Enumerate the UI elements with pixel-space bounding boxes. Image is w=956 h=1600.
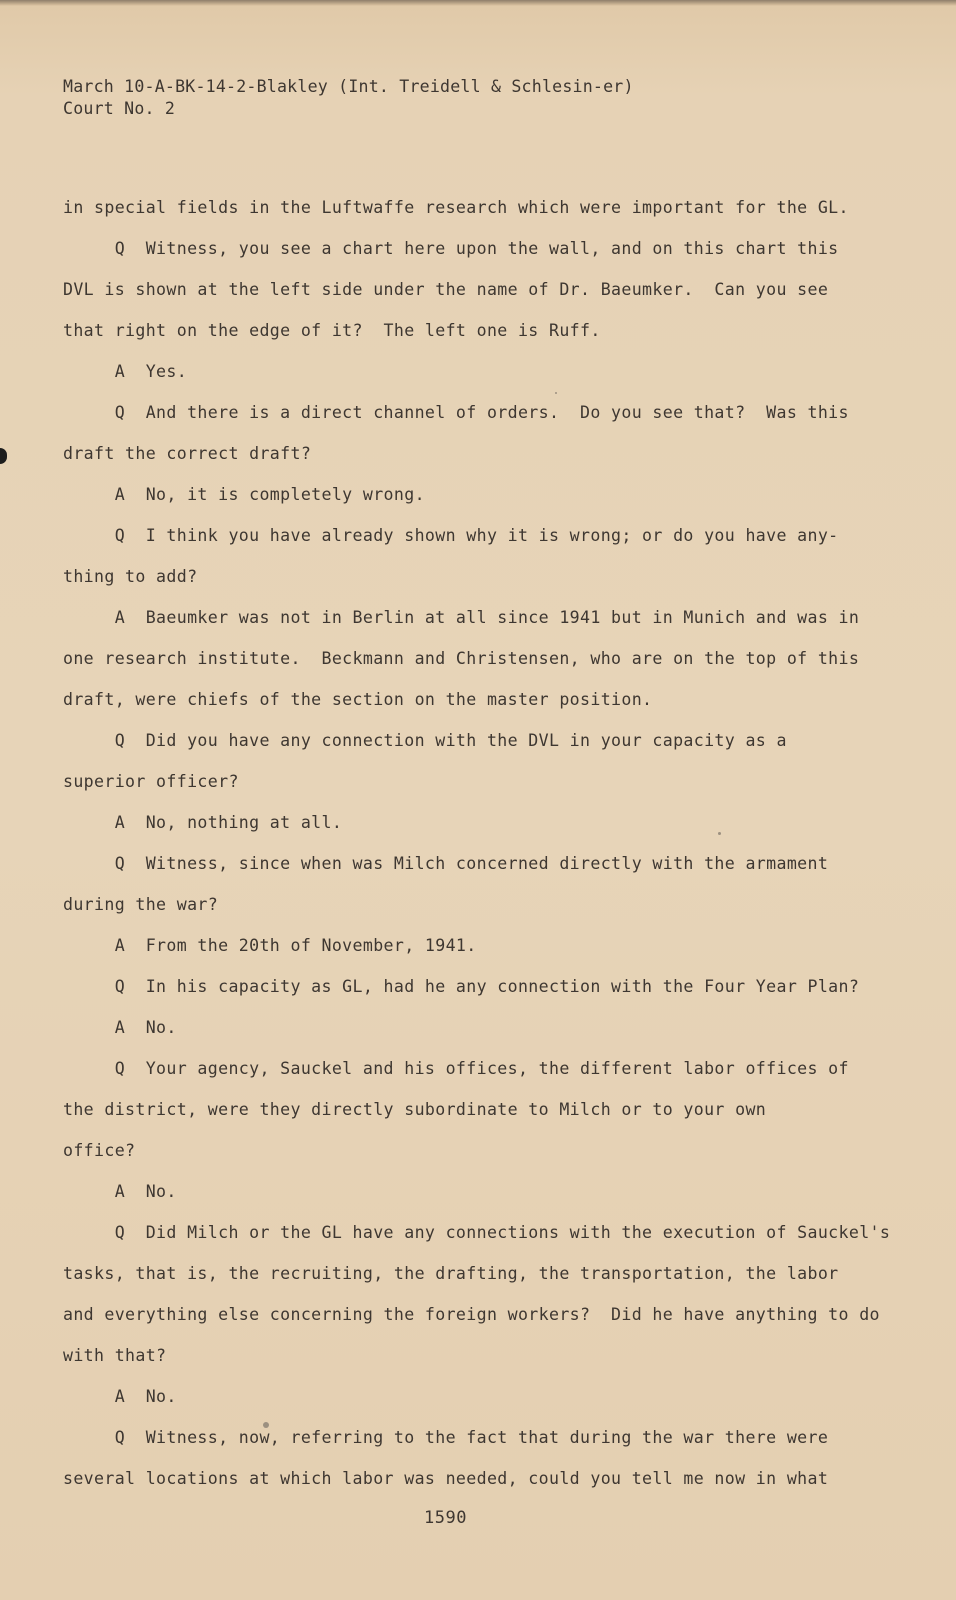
header-line-1: March 10-A-BK-14-2-Blakley (Int. Treidell & Schlesin-er) bbox=[63, 77, 634, 96]
body-line: A No, it is completely wrong. bbox=[63, 485, 425, 504]
body-line: with that? bbox=[63, 1346, 167, 1365]
body-line: in special fields in the Luftwaffe research which were important for the GL. bbox=[63, 198, 849, 217]
body-line: A Yes. bbox=[63, 362, 188, 381]
body-line: office? bbox=[63, 1141, 136, 1160]
header-line-2: Court No. 2 bbox=[63, 99, 176, 118]
body-line: Q In his capacity as GL, had he any connection with the Four Year Plan? bbox=[63, 977, 860, 996]
body-line: DVL is shown at the left side under the name of Dr. Baeumker. Can you see bbox=[63, 280, 829, 299]
paper-speck bbox=[718, 832, 721, 835]
body-line: A No, nothing at all. bbox=[63, 813, 343, 832]
body-line: that right on the edge of it? The left one is Ruff. bbox=[63, 321, 601, 340]
page-top-edge bbox=[0, 0, 956, 6]
body-line: A No. bbox=[63, 1182, 177, 1201]
page-number: 1590 bbox=[424, 1508, 467, 1528]
body-line: the district, were they directly subordinate to Milch or to your own bbox=[63, 1100, 767, 1119]
body-line: during the war? bbox=[63, 895, 219, 914]
body-line: A No. bbox=[63, 1018, 177, 1037]
body-line: and everything else concerning the foreign workers? Did he have anything to do bbox=[63, 1305, 880, 1324]
body-line: one research institute. Beckmann and Christensen, who are on the top of this bbox=[63, 649, 860, 668]
body-line: Q Witness, now, referring to the fact that during the war there were bbox=[63, 1428, 829, 1447]
body-line: Q I think you have already shown why it is wrong; or do you have any- bbox=[63, 526, 839, 545]
body-line: thing to add? bbox=[63, 567, 198, 586]
body-line: draft, were chiefs of the section on the master position. bbox=[63, 690, 653, 709]
body-line: several locations at which labor was needed, could you tell me now in what bbox=[63, 1469, 829, 1488]
document-header bbox=[63, 76, 634, 120]
body-line: Q Your agency, Sauckel and his offices, the different labor offices of bbox=[63, 1059, 849, 1078]
body-line: A From the 20th of November, 1941. bbox=[63, 936, 477, 955]
body-line: A No. bbox=[63, 1387, 177, 1406]
body-line: superior officer? bbox=[63, 772, 239, 791]
body-line: Q And there is a direct channel of orders. Do you see that? Was this bbox=[63, 403, 849, 422]
body-line: Q Did you have any connection with the DVL in your capacity as a bbox=[63, 731, 787, 750]
body-line: Q Witness, you see a chart here upon the wall, and on this chart this bbox=[63, 239, 839, 258]
paper-speck bbox=[555, 392, 557, 394]
body-line: draft the correct draft? bbox=[63, 444, 312, 463]
body-line: tasks, that is, the recruiting, the drafting, the transportation, the labor bbox=[63, 1264, 839, 1283]
body-line: Q Did Milch or the GL have any connections with the execution of Sauckel's bbox=[63, 1223, 891, 1242]
body-line: Q Witness, since when was Milch concerned directly with the armament bbox=[63, 854, 829, 873]
binding-hole-mark bbox=[0, 448, 7, 464]
body-line: A Baeumker was not in Berlin at all since 1941 but in Munich and was in bbox=[63, 608, 860, 627]
paper-speck bbox=[263, 1422, 269, 1428]
